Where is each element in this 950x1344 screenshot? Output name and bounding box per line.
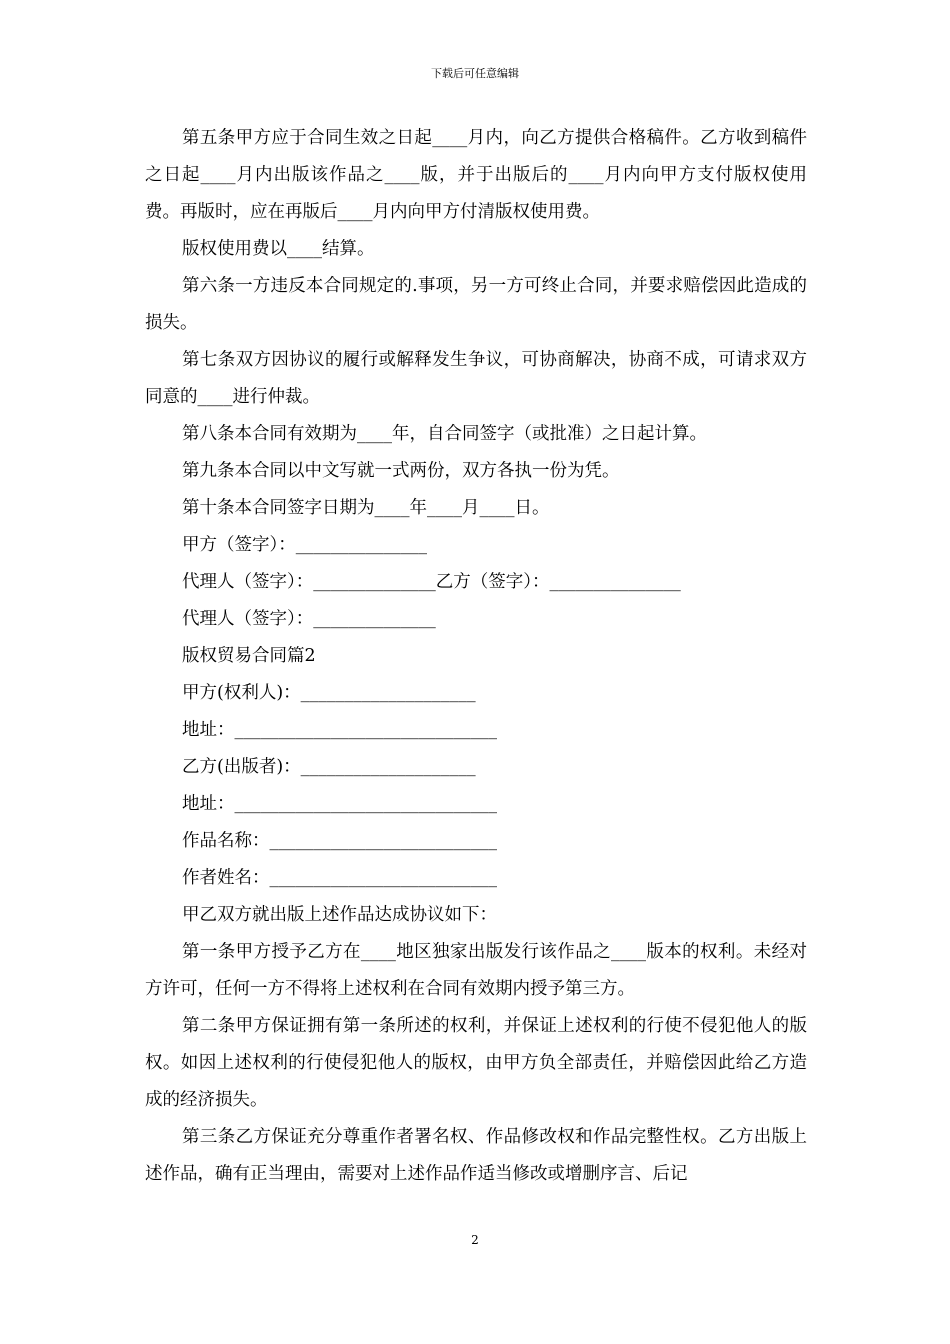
clause-9: 第九条本合同以中文写就一式两份，双方各执一份为凭。 (182, 461, 620, 481)
section-title: 版权贸易合同篇2 (182, 646, 316, 666)
author-name-field: 作者姓名：__________________________ (182, 868, 497, 888)
article-2: 第二条甲方保证拥有第一条所述的权利，并保证上述权利的行使不侵犯他人的版权。如因上述权利的行使侵犯他人的版权，由甲方负全部责任，并赔偿因此给乙方造成的经济损失。 (145, 1016, 807, 1110)
clause-7: 第七条双方因协议的履行或解释发生争议，可协商解决，协商不成，可请求双方同意的____进行仲裁。 (145, 350, 807, 407)
article-1: 第一条甲方授予乙方在____地区独家出版发行该作品之____版本的权利。未经对方许可，任何一方不得将上述权利在合同有效期内授予第三方。 (145, 942, 807, 999)
clause-5: 第五条甲方应于合同生效之日起____月内，向乙方提供合格稿件。乙方收到稿件之日起____月内出版该作品之____版，并于出版后的____月内向甲方支付版权使用费。再版时，应在再版后____月内向甲方付清版权使用费。 (145, 128, 807, 222)
party-b-address-field: 地址：______________________________ (182, 794, 497, 814)
page-number: 2 (471, 1233, 479, 1247)
agreement-intro: 甲乙双方就出版上述作品达成协议如下： (182, 905, 497, 925)
agent-party-b-signature-line: 代理人（签字）：______________乙方（签字）：_______________ (182, 572, 681, 592)
agent-signature-line: 代理人（签字）：______________ (182, 609, 436, 629)
document-body (145, 120, 807, 1193)
clause-8: 第八条本合同有效期为____年，自合同签字（或批准）之日起计算。 (182, 424, 707, 444)
article-3: 第三条乙方保证充分尊重作者署名权、作品修改权和作品完整性权。乙方出版上述作品，确有正当理由，需要对上述作品作适当修改或增删序言、后记 (145, 1127, 807, 1184)
page-header-note: 下载后可任意编辑 (431, 67, 519, 80)
work-title-field: 作品名称：__________________________ (182, 831, 497, 851)
clause-6: 第六条一方违反本合同规定的.事项，另一方可终止合同，并要求赔偿因此造成的损失。 (145, 276, 807, 333)
clause-10: 第十条本合同签字日期为____年____月____日。 (182, 498, 550, 518)
payment-method: 版权使用费以____结算。 (182, 239, 375, 259)
party-a-signature-line: 甲方（签字）：_______________ (182, 535, 427, 555)
party-b-field: 乙方(出版者)：____________________ (182, 757, 476, 777)
party-a-address-field: 地址：______________________________ (182, 720, 497, 740)
party-a-field: 甲方(权利人)：____________________ (182, 683, 476, 703)
